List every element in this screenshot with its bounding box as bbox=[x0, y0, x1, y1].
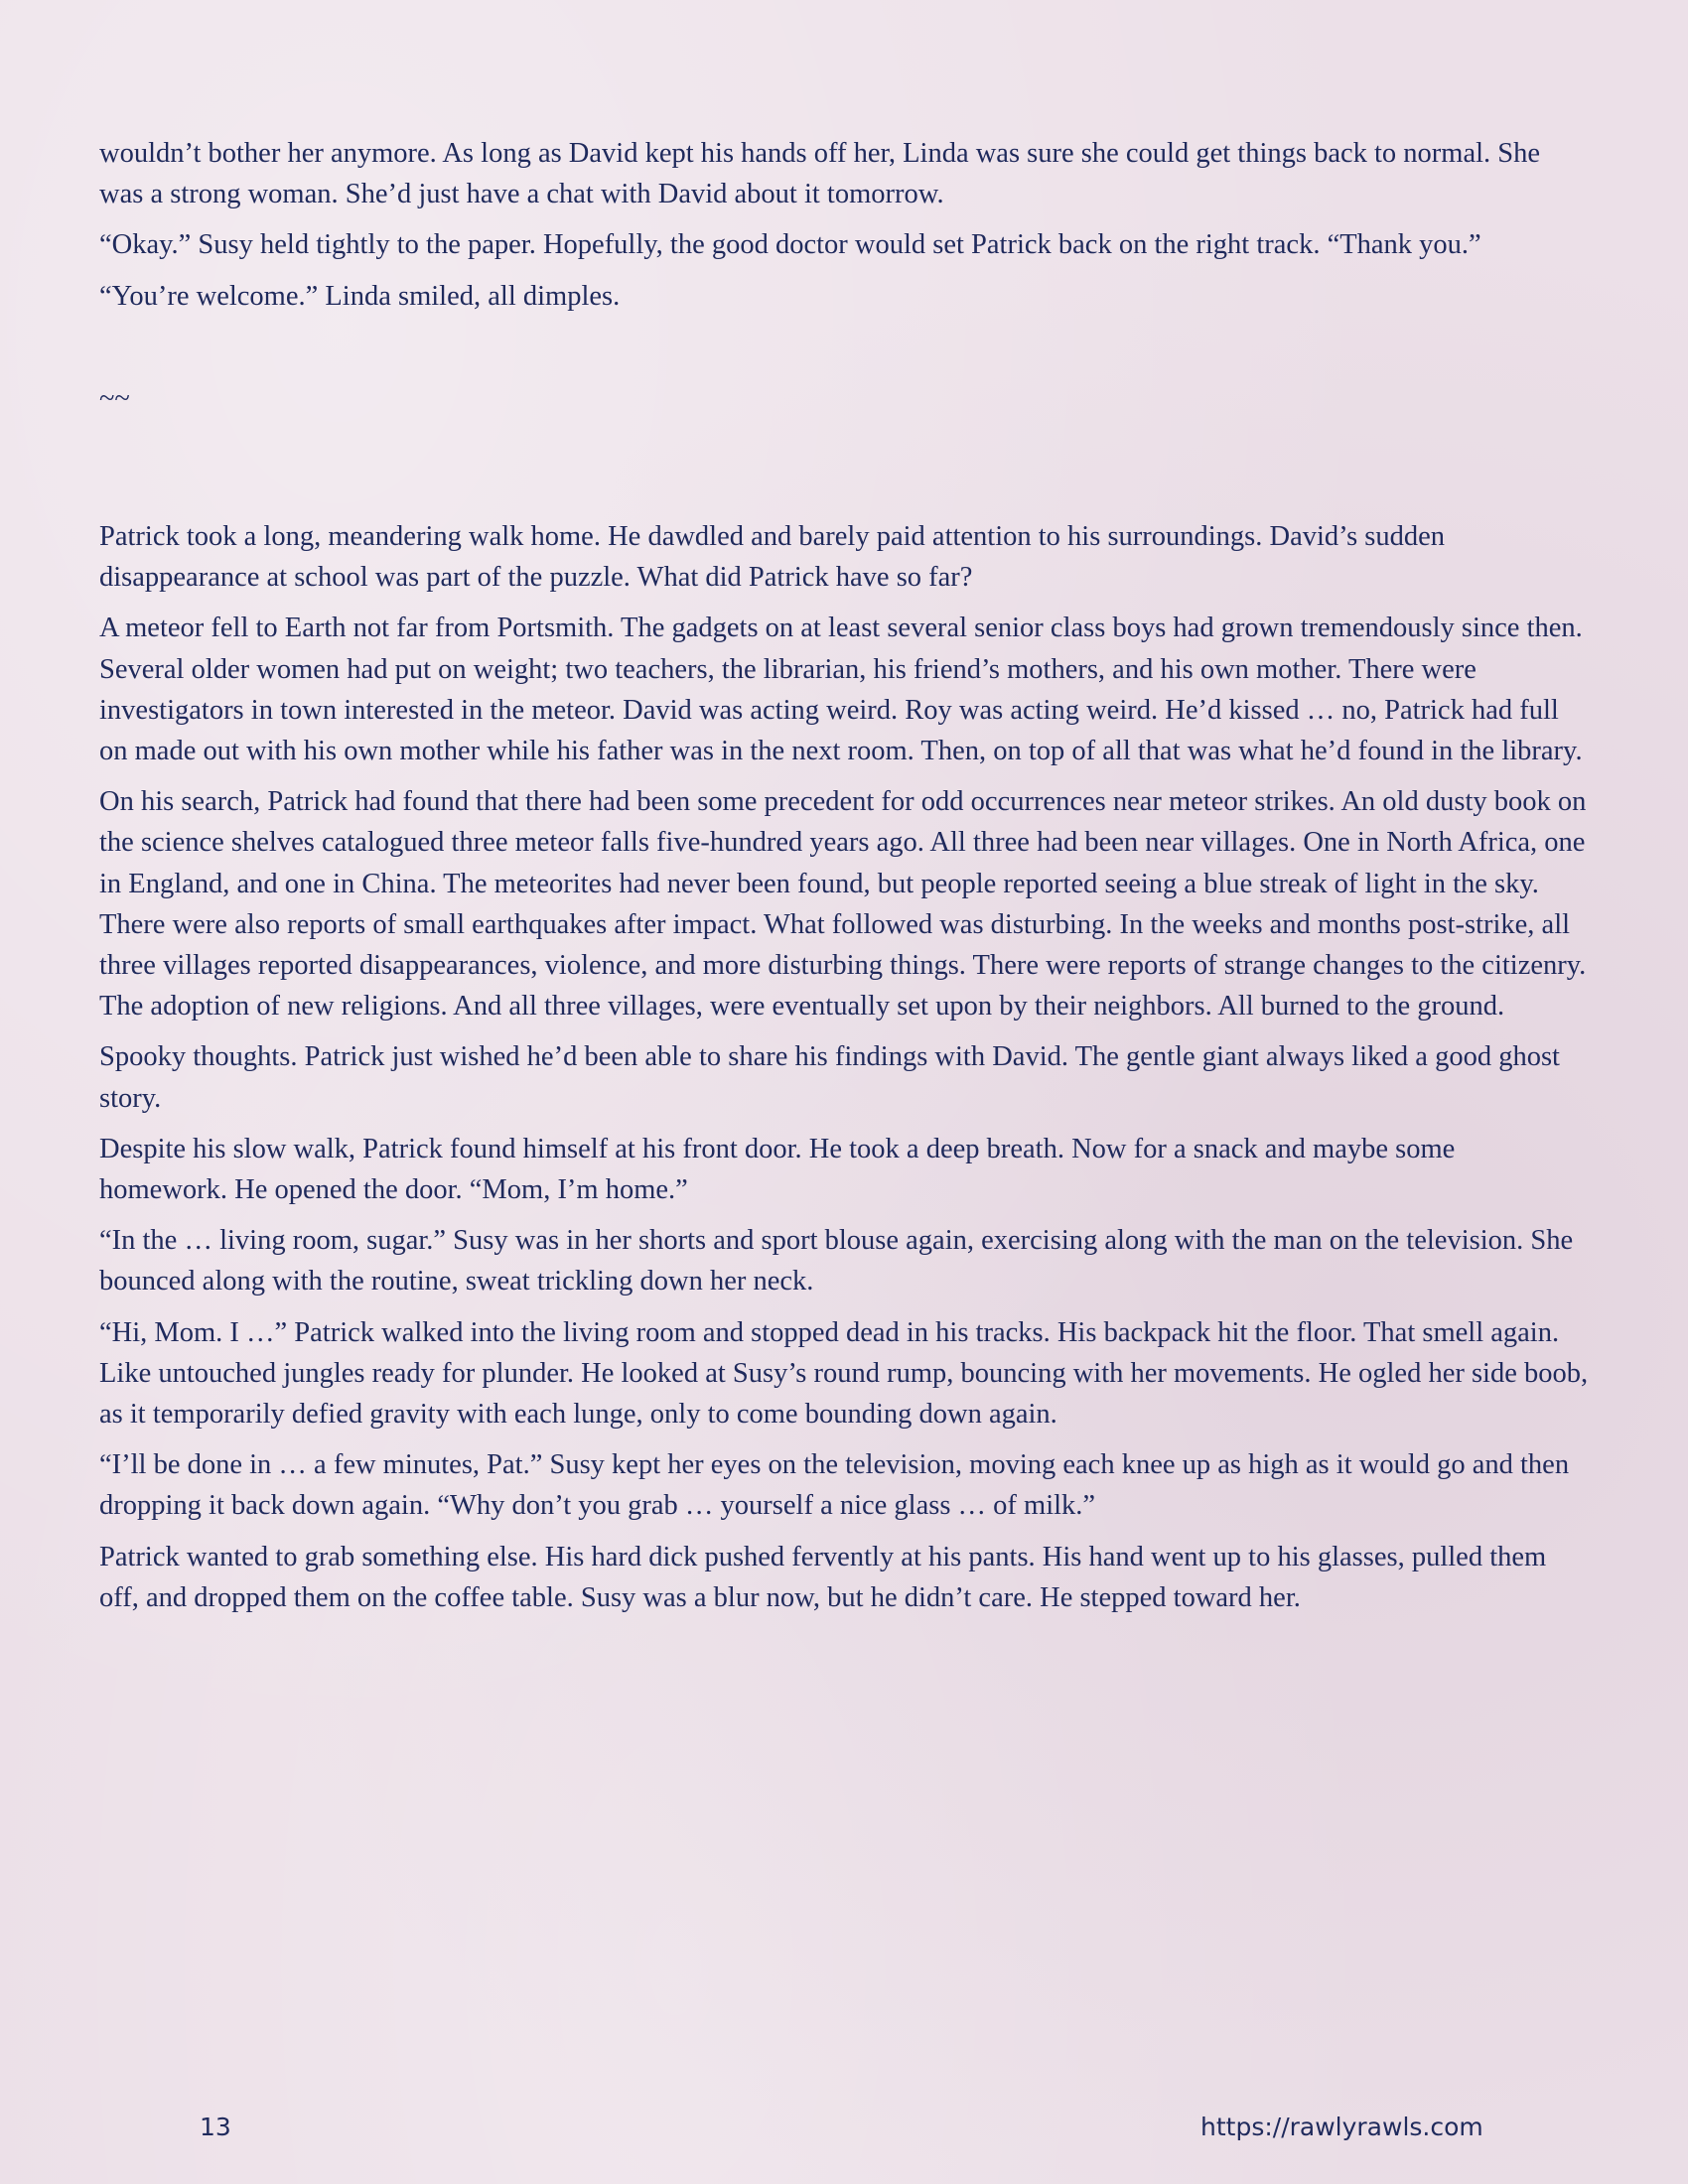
scene-break: ~~ bbox=[99, 382, 130, 414]
paragraph: “I’ll be done in … a few minutes, Pat.” Susy kept her eyes on the television, moving each knee up as high as it would go and then dropping it back down again. “Why don’t you grab … yourself a nice glass … of milk.” bbox=[99, 1449, 1570, 1522]
paragraph: Despite his slow walk, Patrick found himself at his front door. He took a deep breath. Now for a snack and maybe some homework. He opened the door. “Mom, I’m home.” bbox=[99, 1133, 1456, 1206]
paragraph: Spooky thoughts. Patrick just wished he’d been able to share his findings with David. The gentle giant always liked a good ghost story. bbox=[99, 1041, 1560, 1114]
paragraph: “Okay.” Susy held tightly to the paper. Hopefully, the good doctor would set Patrick back on the right track. “Thank you.” bbox=[99, 229, 1481, 261]
page-number: 13 bbox=[200, 2113, 231, 2141]
paragraph: Patrick wanted to grab something else. His hard dick pushed fervently at his pants. His hand went up to his glasses, pulled them off, and dropped them on the coffee table. Susy was a blur now, but he didn’t care. He stepped toward her. bbox=[99, 1541, 1547, 1613]
paragraph: A meteor fell to Earth not far from Portsmith. The gadgets on at least several senior class boys had grown tremendously since then. Several older women had put on weight; two teachers, the librarian, his friend’s mothers, and his own mother. There were investigators in town interested in the meteor. David was acting weird. Roy was acting weird. He’d kissed … no, Patrick had full on made out with his own mother while his father was in the next room. Then, on top of all that was what he’d found in the library. bbox=[99, 613, 1583, 767]
paragraph: On his search, Patrick had found that there had been some precedent for odd occurrences near meteor strikes. An old dusty book on the science shelves catalogued three meteor falls five-hundred years ago. All three had been near villages. One in North Africa, one in England, and one in China. The meteorites had never been found, but people reported seeing a blue streak of light in the sky. There were also reports of small earthquakes after impact. What followed was disturbing. In the weeks and months post-strike, all three villages reported disappearances, violence, and more disturbing things. There were reports of strange changes to the citizenry. The adoption of new religions. And all three villages, were eventually set upon by their neighbors. All burned to the ground. bbox=[99, 786, 1587, 1023]
paragraph: Patrick took a long, meandering walk home. He dawdled and barely paid attention to his surroundings. David’s sudden disappearance at school was part of the puzzle. What did Patrick have so far? bbox=[99, 521, 1446, 594]
page-body bbox=[99, 133, 1589, 1628]
paragraph: “You’re welcome.” Linda smiled, all dimples. bbox=[99, 280, 621, 312]
paragraph: wouldn’t bother her anymore. As long as David kept his hands off her, Linda was sure she could get things back to normal. She was a strong woman. She’d just have a chat with David about it tomorrow. bbox=[99, 138, 1541, 210]
paragraph: “Hi, Mom. I …” Patrick walked into the living room and stopped dead in his tracks. His backpack hit the floor. That smell again. Like untouched jungles ready for plunder. He looked at Susy’s round rump, bouncing with her movements. He ogled her side boob, as it temporarily defied gravity with each lunge, only to come bounding down again. bbox=[99, 1316, 1589, 1431]
footer-url-link[interactable]: https://rawlyrawls.com bbox=[1200, 2113, 1483, 2141]
paragraph: “In the … living room, sugar.” Susy was in her shorts and sport blouse again, exercising along with the man on the television. She bounced along with the routine, sweat trickling down her neck. bbox=[99, 1225, 1574, 1297]
